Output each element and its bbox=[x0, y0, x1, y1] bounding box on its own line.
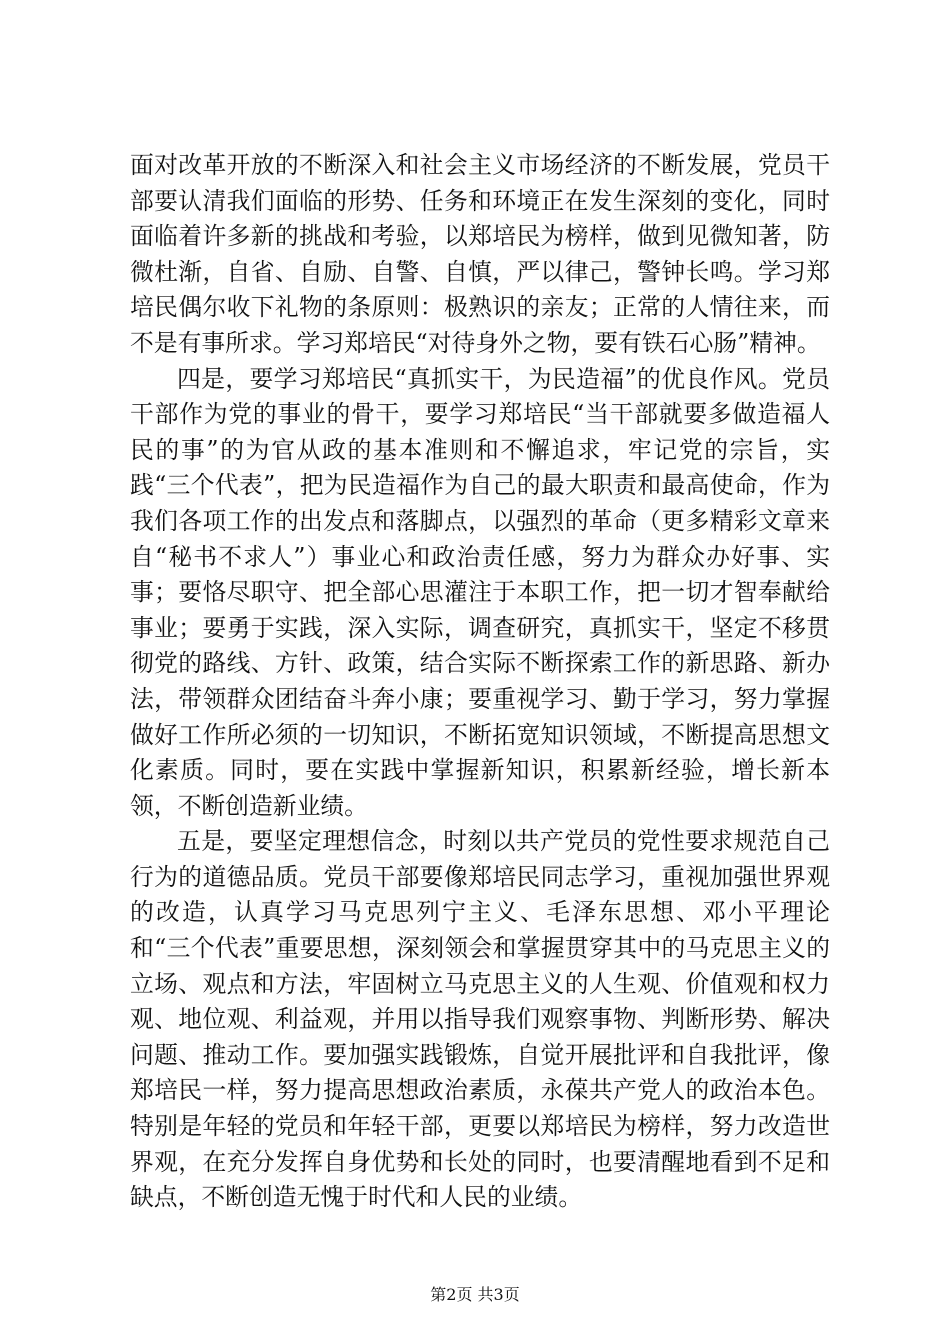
paragraph-continuation: 面对改革开放的不断深入和社会主义市场经济的不断发展，党员干部要认清我们面临的形势、任务和环境正在发生深刻的变化，同时面临着许多新的挑战和考验，以郑培民为榜样，做到见微知著，防微杜渐，自省、自励、自警、自慎，严以律己，警钟长鸣。学习郑培民偶尔收下礼物的条原则：极熟识的亲友；正常的人情往来，而不是有事所求。学习郑培民“对待身外之物，要有铁石心肠”精神。 bbox=[130, 151, 830, 357]
paragraph-point-five: 五是，要坚定理想信念，时刻以共产党员的党性要求规范自己行为的道德品质。党员干部要像郑培民同志学习，重视加强世界观的改造，认真学习马克思列宁主义、毛泽东思想、邓小平理论和“三个代表”重要思想，深刻领会和掌握贯穿其中的马克思主义的立场、观点和方法，牢固树立马克思主义的人生观、价值观和权力观、地位观、利益观，并用以指导我们观察事物、判断形势、解决问题、推动工作。要加强实践锻炼，自觉开展批评和自我批评，像郑培民一样，努力提高思想政治素质，永葆共产党人的政治本色。特别是年轻的党员和年轻干部，更要以郑培民为榜样，努力改造世界观，在充分发挥自身优势和长处的同时，也要清醒地看到不足和缺点，不断创造无愧于时代和人民的业绩。 bbox=[130, 827, 830, 1212]
paragraph-point-four: 四是，要学习郑培民“真抓实干，为民造福”的优良作风。党员干部作为党的事业的骨干，要学习郑培民“当干部就要多做造福人民的事”的为官从政的基本准则和不懈追求，牢记党的宗旨，实践“三个代表”，把为民造福作为自己的最大职责和最高使命，作为我们各项工作的出发点和落脚点，以强烈的革命（更多精彩文章来自“秘书不求人”）事业心和政治责任感，努力为群众办好事、实事；要恪尽职守、把全部心思灌注于本职工作，把一切才智奉献给事业；要勇于实践，深入实际，调查研究，真抓实干，坚定不移贯彻党的路线、方针、政策，结合实际不断探索工作的新思路、新办法，带领群众团结奋斗奔小康；要重视学习、勤于学习，努力掌握做好工作所必须的一切知识，不断拓宽知识领域，不断提高思想文化素质。同时，要在实践中掌握新知识，积累新经验，增长新本领，不断创造新业绩。 bbox=[130, 364, 830, 820]
page-footer bbox=[0, 1285, 950, 1305]
document-body bbox=[130, 148, 830, 1216]
page-number-label: 第2页 共3页 bbox=[430, 1285, 520, 1304]
